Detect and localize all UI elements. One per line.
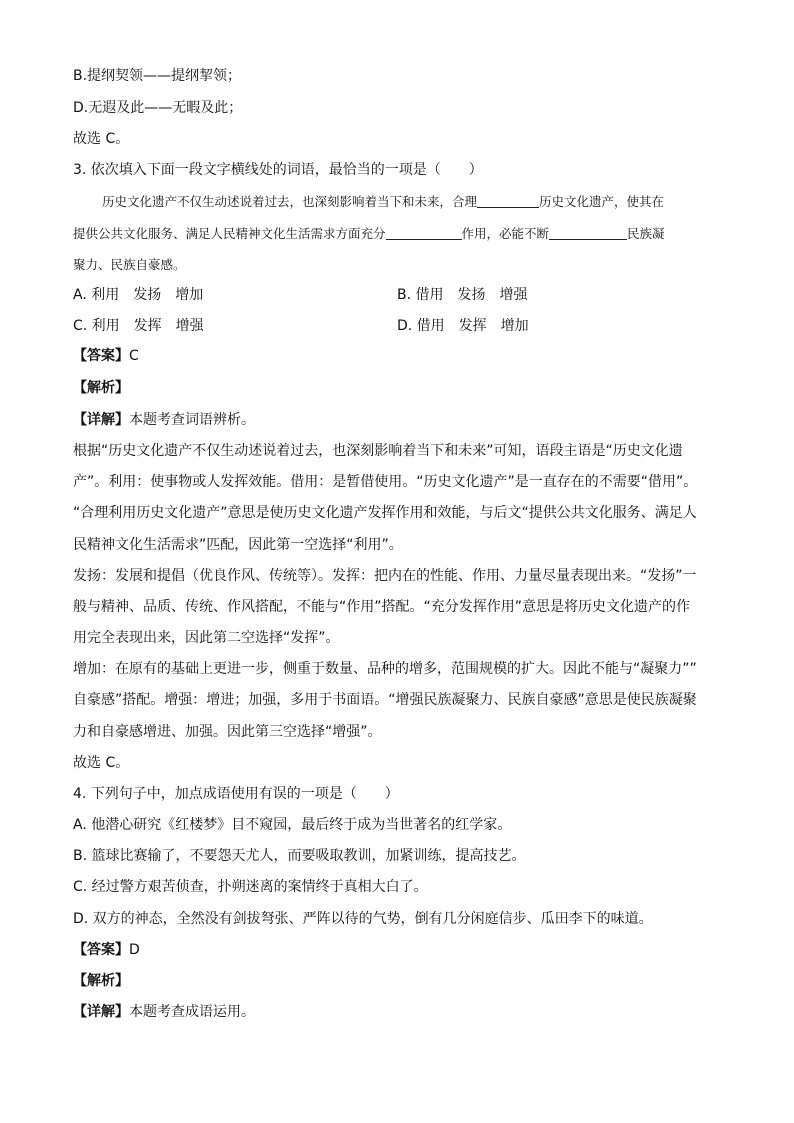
question-4-title: 4. 下列句子中，加点成语使用有误的一项是（ ） (73, 786, 399, 802)
answer-line (73, 940, 140, 960)
option-c: C. 利用 发挥 增强 (73, 318, 204, 334)
passage-line-2 (73, 224, 665, 244)
passage-text: 民族凝 (627, 226, 665, 241)
q4-option-a: A. 他潜心研究《红楼梦》目不窥园，最后终于成为当世著名的红学家。 (73, 817, 512, 833)
detail-line (73, 410, 255, 430)
option-d: D. 借用 发挥 增加 (397, 318, 529, 334)
option-a: A. 利用 发扬 增加 (73, 287, 204, 303)
passage-line-3: 聚力、民族自豪感。 (73, 257, 186, 272)
answer-tag: 【答案】 (73, 942, 129, 958)
explanation-line: 根据“历史文化遗产不仅生动述说着过去，也深刻影响着当下和未来”可知，语段主语是“历史文化遗 (73, 443, 683, 459)
text-line: B.提纲契领——提纲挈领； (73, 68, 242, 84)
answer-value: C (129, 348, 139, 364)
question-3-title: 3. 依次填入下面一段文字横线处的词语，最恰当的一项是（ ） (73, 162, 483, 178)
q4-option-d: D. 双方的神态，全然没有剑拔弩张、严阵以待的气势，倒有几分闲庭信步、瓜田李下的味道。 (73, 911, 653, 927)
detail-line (73, 1002, 255, 1022)
explanation-line: 自豪感”搭配。增强：增进；加强，多用于书面语。“增强民族凝聚力、民族自豪感”意思是使民族凝聚 (73, 692, 697, 708)
analysis-tag: 【解析】 (73, 380, 129, 396)
explanation-line: 力和自豪感增进、加强。因此第三空选择“增强”。 (73, 724, 382, 740)
passage-text: 历史文化遗产不仅生动述说着过去，也深刻影响着当下和未来，合理 (102, 194, 478, 209)
explanation-line: 般与精神、品质、传统、作风搭配，不能与“作用”搭配。“充分发挥作用”意思是将历史文化遗产的作 (73, 599, 691, 615)
q4-option-b: B. 篮球比赛输了，不要怨天尤人，而要吸取教训，加紧训练，提高技艺。 (73, 848, 526, 864)
explanation-line: 发扬：发展和提倡（优良作风、传统等）。发挥：把内在的性能、作用、力量尽量表现出来。“发扬”一 (73, 568, 697, 584)
detail-text: 本题考查成语运用。 (129, 1004, 255, 1020)
fill-blank-1 (477, 193, 539, 208)
detail-tag: 【详解】 (73, 1004, 129, 1020)
text-line: D.无遐及此——无暇及此； (73, 100, 243, 116)
fill-blank-3 (549, 225, 627, 240)
q4-option-c: C. 经过警方艰苦侦查，扑朔迷离的案情终于真相大白了。 (73, 879, 428, 895)
explanation-line: 民精神文化生活需求”匹配，因此第一空选择“利用”。 (73, 537, 403, 553)
explanation-line: “合理利用历史文化遗产”意思是使历史文化遗产发挥作用和效能，与后文“提供公共文化服务、满足人 (73, 505, 697, 521)
passage-text: 作用，必能不断 (461, 226, 550, 241)
analysis-tag: 【解析】 (73, 973, 129, 989)
passage-text: 历史文化遗产，使其在 (539, 194, 665, 209)
detail-text: 本题考查词语辨析。 (129, 412, 255, 428)
passage-text: 提供公共文化服务、满足人民精神文化生活需求方面充分 (73, 226, 386, 241)
answer-line (73, 346, 139, 366)
answer-tag: 【答案】 (73, 348, 129, 364)
detail-tag: 【详解】 (73, 412, 129, 428)
answer-value: D (129, 942, 140, 958)
option-b: B. 借用 发扬 增强 (397, 287, 528, 303)
fill-blank-2 (386, 225, 462, 240)
explanation-line: 增加：在原有的基础上更进一步，侧重于数量、品种的增多，范围规模的扩大。因此不能与“凝聚力”” (73, 661, 697, 677)
explanation-line: 用完全表现出来，因此第二空选择“发挥”。 (73, 630, 340, 646)
conclusion-line: 故选 C。 (73, 755, 130, 771)
passage-line-1 (102, 192, 664, 212)
text-line: 故选 C。 (73, 131, 130, 147)
explanation-line: 产”。利用：使事物或人发挥效能。借用：是暂借使用。“历史文化遗产”是一直存在的不需要“借用”。 (73, 474, 698, 490)
